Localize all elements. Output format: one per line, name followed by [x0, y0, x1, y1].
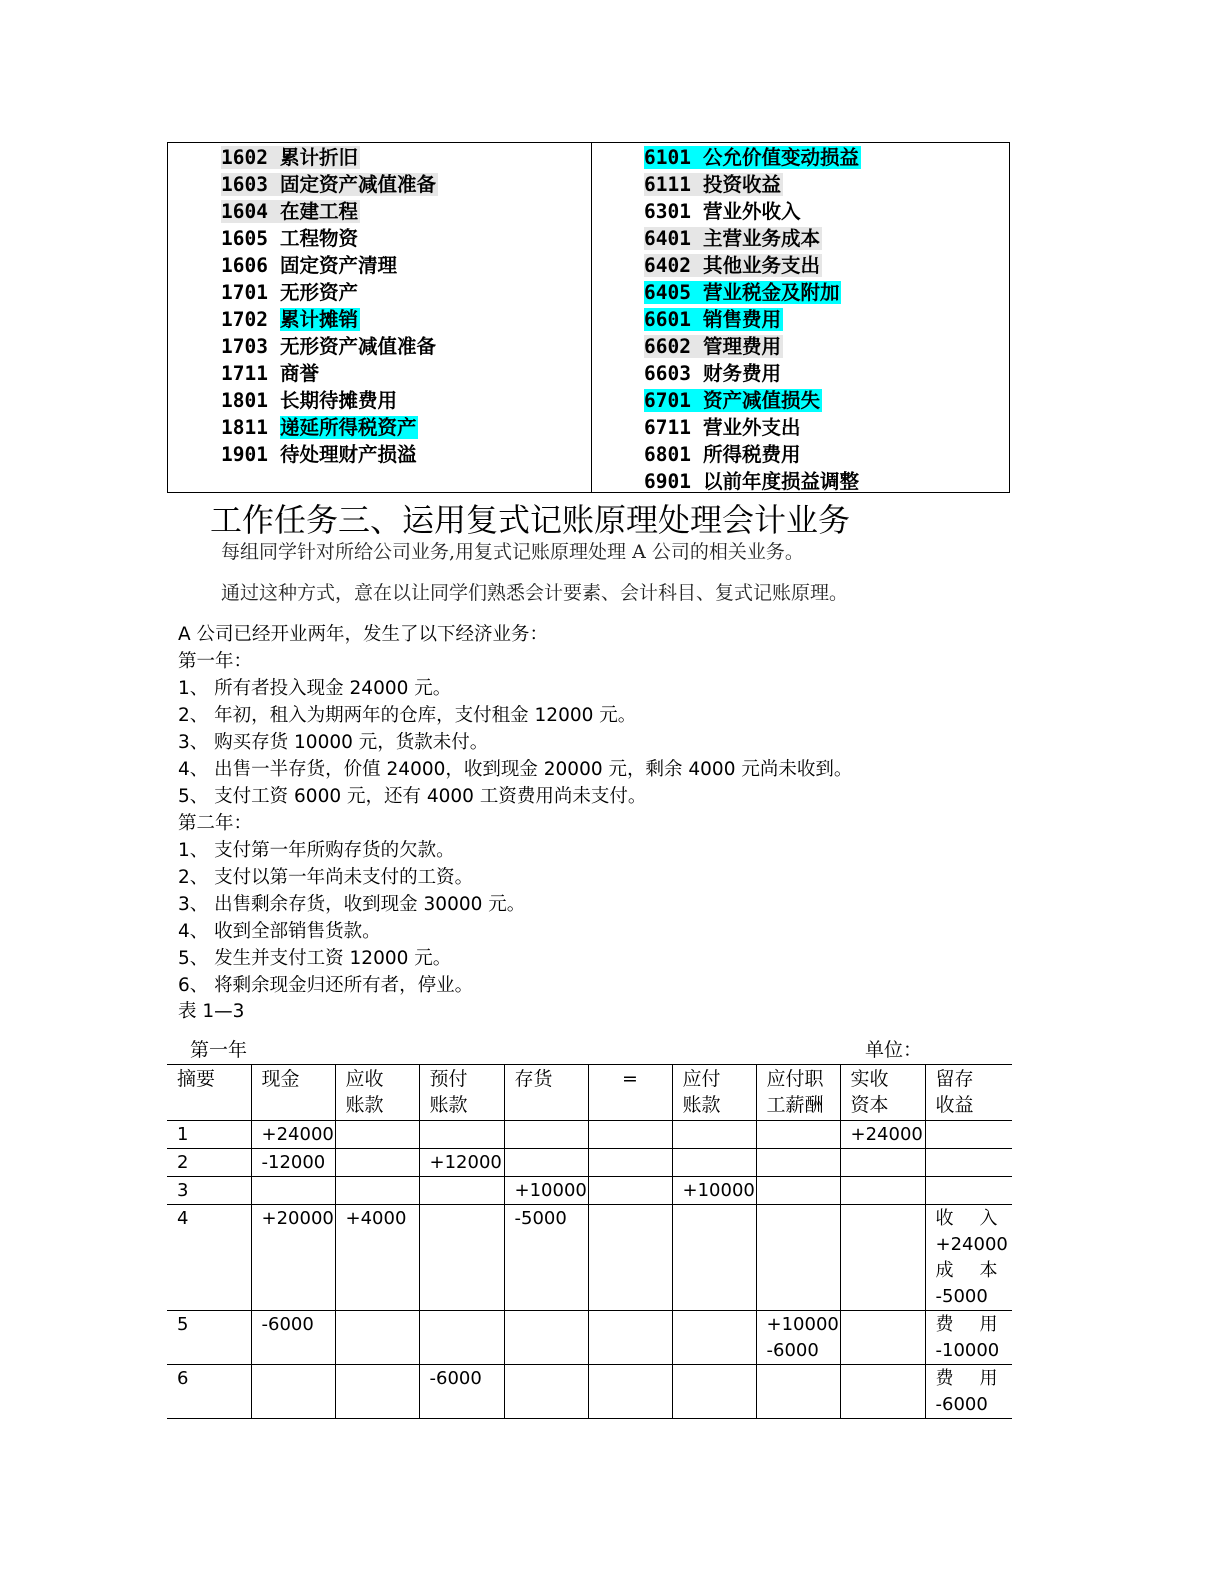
ledger-cell: [672, 1311, 756, 1365]
ledger-header-row: [167, 1065, 1012, 1121]
account-row-1606: [221, 252, 397, 279]
account-row-6101: [644, 144, 861, 171]
ledger-cell: [756, 1365, 840, 1419]
ledger-cell: [251, 1177, 335, 1205]
account-code: 6402: [644, 254, 691, 277]
account-row-1603: [221, 171, 438, 198]
account-row-1811: [221, 414, 418, 441]
ledger-cell: +24000: [251, 1121, 335, 1149]
account-row-6401: [644, 225, 822, 252]
account-code: 1703: [221, 335, 268, 358]
company-intro: A 公司已经开业两年，发生了以下经济业务：: [178, 624, 549, 645]
ledger-cell: +20000: [251, 1205, 335, 1311]
ledger-cell: [840, 1365, 925, 1419]
account-row-1602: [221, 144, 360, 171]
year1-item-5: 5、 支付工资 6000 元，还有 4000 工资费用尚未支付。: [178, 786, 647, 807]
ledger-cell: 1: [167, 1121, 251, 1149]
account-row-6901: [644, 468, 859, 495]
account-name: 以前年度损益调整: [702, 470, 859, 493]
ledger-header-cell: 应付 账款: [672, 1065, 756, 1121]
ledger-cell: 费 用 -10000: [925, 1311, 1012, 1365]
ledger-cell: -6000: [419, 1365, 504, 1419]
account-name: 固定资产清理: [279, 254, 397, 277]
ledger-header-cell: 预付 账款: [419, 1065, 504, 1121]
ledger-cell: +24000: [840, 1121, 925, 1149]
account-name: 递延所得税资产: [279, 416, 417, 439]
account-name: 投资收益: [702, 173, 781, 196]
year2-item-5: 5、 发生并支付工资 12000 元。: [178, 948, 452, 969]
account-code: 1606: [221, 254, 268, 277]
account-row-6602: [644, 333, 783, 360]
ledger-header-cell: 摘要: [167, 1065, 251, 1121]
account-code: 1604: [221, 200, 268, 223]
ledger-cell: +12000: [419, 1149, 504, 1177]
ledger-table: [167, 1064, 1012, 1419]
ledger-cell: [588, 1149, 672, 1177]
ledger-row: [167, 1205, 1012, 1311]
ledger-cell: +10000 -6000: [756, 1311, 840, 1365]
ledger-cell: [419, 1121, 504, 1149]
ledger-cell: [672, 1205, 756, 1311]
ledger-cell: [419, 1311, 504, 1365]
account-code: 6401: [644, 227, 691, 250]
ledger-cell: -6000: [251, 1311, 335, 1365]
account-row-6601: [644, 306, 783, 333]
account-row-1604: [221, 198, 360, 225]
ledger-cell: [672, 1149, 756, 1177]
account-row-1702: [221, 306, 360, 333]
year1-item-4: 4、 出售一半存货，价值 24000，收到现金 20000 元，剩余 4000 元尚未收到。: [178, 759, 853, 780]
account-code: 6711: [644, 416, 691, 439]
ledger-cell: -5000: [504, 1205, 588, 1311]
account-name: 固定资产减值准备: [279, 173, 436, 196]
account-code: 6603: [644, 362, 691, 385]
ledger-header-cell: 现金: [251, 1065, 335, 1121]
year1-item-1: 1、 所有者投入现金 24000 元。: [178, 678, 452, 699]
account-name: 营业外支出: [702, 416, 801, 439]
ledger-cell: [588, 1121, 672, 1149]
account-row-6111: [644, 171, 783, 198]
ledger-cell: [504, 1311, 588, 1365]
account-row-1901: [221, 441, 416, 468]
ledger-cell: [419, 1177, 504, 1205]
ledger-cell: [840, 1205, 925, 1311]
ledger-cell: [588, 1311, 672, 1365]
account-code: 6801: [644, 443, 691, 466]
account-code: 6601: [644, 308, 691, 331]
year2-item-3: 3、 出售剩余存货，收到现金 30000 元。: [178, 894, 526, 915]
account-code: 1701: [221, 281, 268, 304]
account-name: 营业税金及附加: [702, 281, 840, 304]
ledger-cell: [840, 1177, 925, 1205]
account-name: 待处理财产损溢: [279, 443, 417, 466]
account-row-6402: [644, 252, 822, 279]
ledger-cell: [251, 1365, 335, 1419]
account-row-6405: [644, 279, 841, 306]
ledger-cell: 6: [167, 1365, 251, 1419]
account-code-table: [167, 142, 1010, 493]
account-name: 所得税费用: [702, 443, 801, 466]
account-code: 6301: [644, 200, 691, 223]
account-code: 1901: [221, 443, 268, 466]
ledger-header-cell: =: [588, 1065, 672, 1121]
account-code: 6405: [644, 281, 691, 304]
account-name: 在建工程: [279, 200, 358, 223]
account-code: 6111: [644, 173, 691, 196]
account-name: 累计摊销: [279, 308, 358, 331]
ledger-cell: [925, 1121, 1012, 1149]
ledger-cell: [419, 1205, 504, 1311]
ledger-cell: [840, 1311, 925, 1365]
account-row-6701: [644, 387, 822, 414]
ledger-header-cell: 存货: [504, 1065, 588, 1121]
ledger-cell: 2: [167, 1149, 251, 1177]
account-row-1801: [221, 387, 397, 414]
ledger-cell: [335, 1121, 419, 1149]
year2-item-2: 2、 支付以第一年尚未支付的工资。: [178, 867, 474, 888]
account-name: 长期待摊费用: [279, 389, 397, 412]
ledger-cell: [588, 1365, 672, 1419]
account-code: 1801: [221, 389, 268, 412]
ledger-cell: [925, 1177, 1012, 1205]
account-name: 无形资产: [279, 281, 358, 304]
ledger-cell: [756, 1121, 840, 1149]
year2-item-1: 1、 支付第一年所购存货的欠款。: [178, 840, 455, 861]
ledger-header-cell: 留存 收益: [925, 1065, 1012, 1121]
ledger-row: [167, 1149, 1012, 1177]
ledger-cell: [756, 1149, 840, 1177]
account-name: 销售费用: [702, 308, 781, 331]
year1-item-3: 3、 购买存货 10000 元，货款未付。: [178, 732, 489, 753]
ledger-cell: -12000: [251, 1149, 335, 1177]
account-row-1711: [221, 360, 319, 387]
ledger-cell: [504, 1365, 588, 1419]
ledger-row: [167, 1121, 1012, 1149]
table-label: 表 1—3: [178, 1001, 245, 1022]
account-code: 1602: [221, 146, 268, 169]
account-row-6801: [644, 441, 800, 468]
account-name: 工程物资: [279, 227, 358, 250]
year1-heading: 第一年：: [178, 651, 253, 672]
account-code: 6701: [644, 389, 691, 412]
ledger-cell: 3: [167, 1177, 251, 1205]
account-name: 资产减值损失: [702, 389, 820, 412]
ledger-cell: 5: [167, 1311, 251, 1365]
account-row-6603: [644, 360, 781, 387]
ledger-cell: 收 入 +24000 成 本 -5000: [925, 1205, 1012, 1311]
ledger-cell: [588, 1205, 672, 1311]
ledger-cell: [840, 1149, 925, 1177]
account-name: 主营业务成本: [702, 227, 820, 250]
account-name: 累计折旧: [279, 146, 358, 169]
ledger-cell: [335, 1311, 419, 1365]
account-name: 其他业务支出: [702, 254, 820, 277]
account-code: 1711: [221, 362, 268, 385]
table-caption-unit: 单位：: [865, 1039, 923, 1061]
ledger-cell: [335, 1177, 419, 1205]
account-name: 管理费用: [702, 335, 781, 358]
ledger-cell: [756, 1177, 840, 1205]
ledger-cell: +10000: [504, 1177, 588, 1205]
account-code: 6101: [644, 146, 691, 169]
task-title: 工作任务三、运用复式记账原理处理会计业务: [210, 501, 851, 539]
table-caption-year: 第一年: [190, 1039, 248, 1061]
account-row-6301: [644, 198, 800, 225]
account-column-left: [168, 143, 592, 492]
account-column-right: [592, 143, 1009, 492]
task-paragraph-2: 通过这种方式，意在以让同学们熟悉会计要素、会计科目、复式记账原理。: [221, 582, 849, 604]
account-name: 公允价值变动损益: [702, 146, 859, 169]
ledger-cell: [504, 1121, 588, 1149]
ledger-row: [167, 1177, 1012, 1205]
ledger-cell: [588, 1177, 672, 1205]
account-code: 1603: [221, 173, 268, 196]
ledger-cell: 4: [167, 1205, 251, 1311]
account-name: 无形资产减值准备: [279, 335, 436, 358]
account-code: 6602: [644, 335, 691, 358]
ledger-row: [167, 1365, 1012, 1419]
account-row-6711: [644, 414, 800, 441]
ledger-cell: [672, 1121, 756, 1149]
account-name: 财务费用: [702, 362, 781, 385]
ledger-row: [167, 1311, 1012, 1365]
ledger-header-cell: 应收 账款: [335, 1065, 419, 1121]
ledger-cell: +4000: [335, 1205, 419, 1311]
account-row-1701: [221, 279, 358, 306]
ledger-cell: [504, 1149, 588, 1177]
ledger-cell: [335, 1365, 419, 1419]
account-code: 1811: [221, 416, 268, 439]
ledger-cell: [756, 1205, 840, 1311]
ledger-cell: 费 用 -6000: [925, 1365, 1012, 1419]
task-paragraph-1: 每组同学针对所给公司业务,用复式记账原理处理 A 公司的相关业务。: [221, 541, 804, 563]
ledger-header-cell: 应付职 工薪酬: [756, 1065, 840, 1121]
account-code: 6901: [644, 470, 691, 493]
account-row-1605: [221, 225, 358, 252]
account-row-1703: [221, 333, 436, 360]
year2-item-4: 4、 收到全部销售货款。: [178, 921, 381, 942]
ledger-cell: +10000: [672, 1177, 756, 1205]
ledger-cell: [335, 1149, 419, 1177]
year2-item-6: 6、 将剩余现金归还所有者，停业。: [178, 975, 474, 996]
year2-heading: 第二年：: [178, 813, 253, 834]
ledger-cell: [672, 1365, 756, 1419]
ledger-header-cell: 实收 资本: [840, 1065, 925, 1121]
account-code: 1605: [221, 227, 268, 250]
ledger-cell: [925, 1149, 1012, 1177]
account-name: 商誉: [279, 362, 319, 385]
account-name: 营业外收入: [702, 200, 801, 223]
account-code: 1702: [221, 308, 268, 331]
year1-item-2: 2、 年初，租入为期两年的仓库，支付租金 12000 元。: [178, 705, 637, 726]
